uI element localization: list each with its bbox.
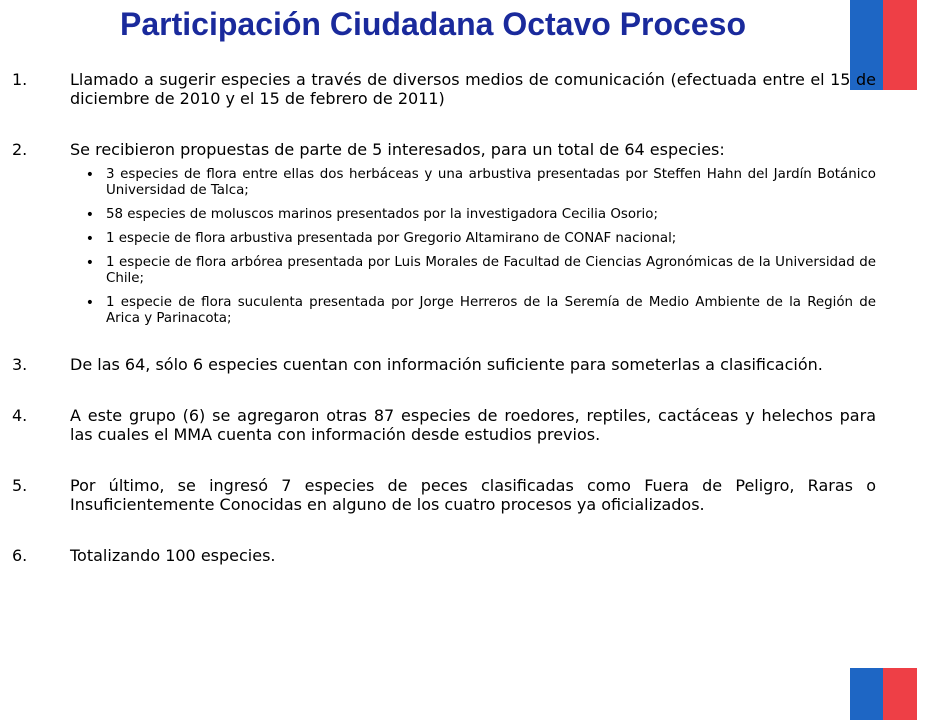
sub-item-text: 3 especies de flora entre ellas dos herbáceas y una arbustiva presentadas por Steffen Hahn del Jardín Botánico Universidad de Talca;	[106, 167, 876, 198]
sub-item-text: 1 especie de flora arbustiva presentada por Gregorio Altamirano de CONAF nacional;	[106, 231, 677, 246]
bullet-icon: •	[85, 231, 94, 247]
list-item-4	[12, 406, 876, 444]
item-text: De las 64, sólo 6 especies cuentan con información suficiente para someterlas a clasificación.	[70, 355, 823, 374]
bullet-icon: •	[85, 295, 94, 311]
sub-item-text: 1 especie de flora arbórea presentada por Luis Morales de Facultad de Ciencias Agronómicas de la Universidad de Chile;	[106, 255, 876, 286]
page-title: Participación Ciudadana Octavo Proceso	[120, 6, 746, 42]
sub-item	[12, 207, 876, 223]
item-number: 6.	[12, 546, 28, 565]
item-number: 3.	[12, 355, 28, 374]
numbered-list	[12, 70, 876, 565]
flag-red-stripe	[883, 0, 917, 90]
sub-item	[12, 231, 876, 247]
sub-item	[12, 255, 876, 287]
item-number: 5.	[12, 476, 28, 495]
flag-red-stripe	[883, 668, 917, 720]
item-number: 2.	[12, 140, 28, 159]
bullet-icon: •	[85, 207, 94, 223]
list-item-5	[12, 476, 876, 514]
sub-item-text: 1 especie de flora suculenta presentada por Jorge Herreros de la Seremía de Medio Ambiente de la Región de Arica y Parinacota;	[106, 295, 876, 326]
sub-list	[12, 167, 876, 327]
list-item-3	[12, 355, 876, 374]
list-item-6	[12, 546, 876, 565]
chile-flag-decoration-bottom	[850, 668, 917, 720]
item-number: 1.	[12, 70, 28, 89]
flag-blue-stripe	[850, 668, 883, 720]
list-item-2	[12, 140, 876, 159]
list-item-1	[12, 70, 876, 108]
item-number: 4.	[12, 406, 28, 425]
sub-item	[12, 295, 876, 327]
item-text: A este grupo (6) se agregaron otras 87 especies de roedores, reptiles, cactáceas y helechos para las cuales el MMA cuenta con información desde estudios previos.	[70, 406, 876, 444]
bullet-icon: •	[85, 255, 94, 271]
sub-item-text: 58 especies de moluscos marinos presentados por la investigadora Cecilia Osorio;	[106, 207, 658, 222]
item-text: Totalizando 100 especies.	[70, 546, 276, 565]
item-text: Llamado a sugerir especies a través de diversos medios de comunicación (efectuada entre el 15 de diciembre de 2010 y el 15 de febrero de 2011)	[70, 70, 876, 108]
item-text: Se recibieron propuestas de parte de 5 interesados, para un total de 64 especies:	[70, 140, 725, 159]
bullet-icon: •	[85, 167, 94, 183]
sub-item	[12, 167, 876, 199]
item-text: Por último, se ingresó 7 especies de peces clasificadas como Fuera de Peligro, Raras o Insuficientemente Conocidas en alguno de los cuatro procesos ya oficializados.	[70, 476, 876, 514]
